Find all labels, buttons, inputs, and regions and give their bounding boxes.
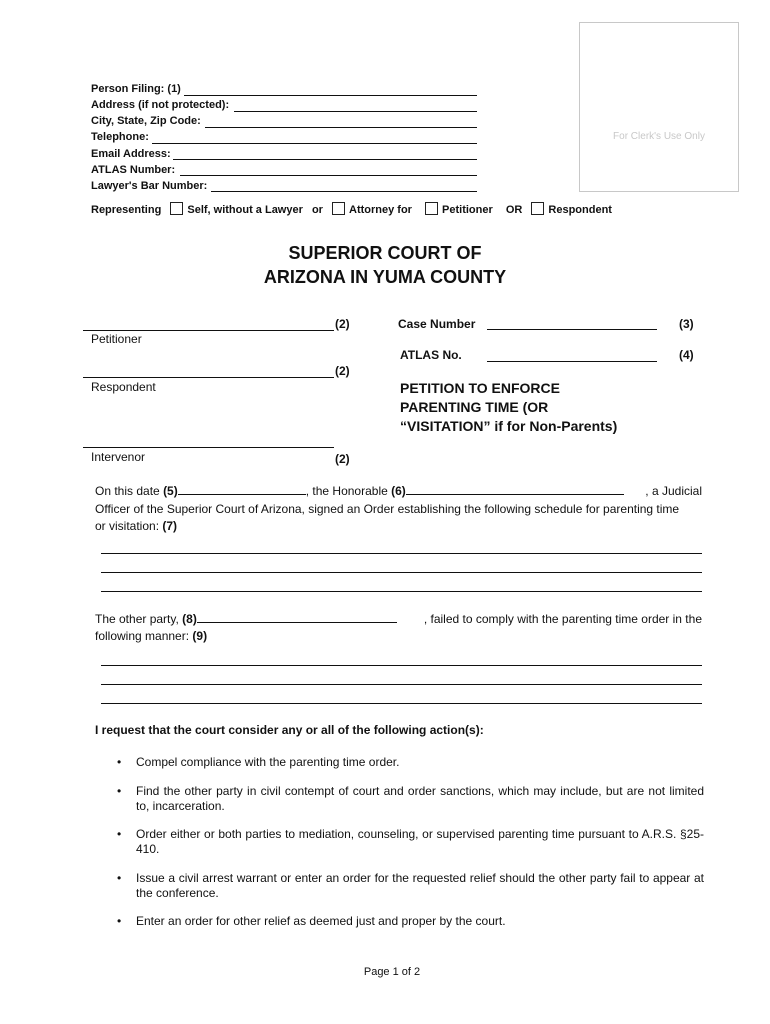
respondent-name-field[interactable] — [83, 377, 334, 378]
person-filing-label: Person Filing: (1) — [91, 83, 181, 95]
other-party-field[interactable] — [197, 622, 397, 623]
attorney-checkbox[interactable] — [332, 202, 345, 215]
atlas-no-field[interactable] — [487, 361, 657, 362]
clerk-use-box — [579, 22, 739, 192]
atlas-no-ref-num: (4) — [679, 348, 694, 362]
petitioner-option-label: Petitioner — [442, 204, 493, 216]
email-field[interactable] — [173, 159, 477, 160]
email-label: Email Address: — [91, 148, 171, 160]
atlas-number-label: ATLAS Number: — [91, 164, 176, 176]
atlas-number-field[interactable] — [180, 175, 477, 176]
failure-paragraph-line1: The other party, (8) , failed to comply with the parenting time order in the — [95, 612, 702, 626]
person-filing-field[interactable] — [184, 95, 477, 96]
failure-line-1[interactable] — [101, 665, 702, 666]
order-date-field[interactable] — [178, 494, 306, 495]
city-label: City, State, Zip Code: — [91, 115, 201, 127]
order-paragraph-line2: Officer of the Superior Court of Arizona, signed an Order establishing the following schedule for parenting time — [95, 502, 680, 516]
petition-title — [400, 379, 680, 436]
representing-row — [91, 202, 612, 216]
bullet-text: Issue a civil arrest warrant or enter an order for the requested relief should the other party fail to appear at the conference. — [136, 871, 704, 900]
bullet-text: Enter an order for other relief as deemed just and proper by the court. — [136, 914, 506, 928]
intervenor-name-field[interactable] — [83, 447, 334, 448]
judge-name-field[interactable] — [406, 494, 624, 495]
bullet-text: Compel compliance with the parenting time order. — [136, 755, 400, 769]
atlas-no-label: ATLAS No. — [400, 348, 462, 362]
case-number-label: Case Number — [398, 317, 476, 331]
intervenor-ref-num: (2) — [335, 452, 350, 466]
telephone-field[interactable] — [152, 143, 477, 144]
respondent-checkbox[interactable] — [531, 202, 544, 215]
page-number: Page 1 of 2 — [363, 966, 421, 978]
court-title-line1: SUPERIOR COURT OF — [288, 243, 482, 263]
city-field[interactable] — [205, 127, 477, 128]
petitioner-checkbox[interactable] — [425, 202, 438, 215]
attorney-option-label: Attorney for — [349, 204, 412, 216]
order-paragraph-line1: On this date (5) , the Honorable (6) , a Judicial — [95, 484, 702, 498]
petition-title-line1: PETITION TO ENFORCE — [400, 380, 560, 396]
case-number-field[interactable] — [487, 329, 657, 330]
schedule-line-3[interactable] — [101, 591, 702, 592]
petition-title-line2: PARENTING TIME (OR — [400, 399, 549, 415]
telephone-label: Telephone: — [91, 131, 149, 143]
or-text-2: OR — [505, 204, 523, 216]
address-label: Address (if not protected): — [91, 99, 230, 111]
bullet-icon: • — [117, 784, 122, 798]
failure-line-2[interactable] — [101, 684, 702, 685]
bar-number-label: Lawyer's Bar Number: — [91, 180, 208, 192]
schedule-line-2[interactable] — [101, 572, 702, 573]
bullet-icon: • — [117, 871, 122, 885]
bar-number-field[interactable] — [211, 191, 477, 192]
clerk-use-label: For Clerk's Use Only — [613, 131, 705, 142]
respondent-option-label: Respondent — [548, 204, 612, 216]
schedule-line-1[interactable] — [101, 553, 702, 554]
self-checkbox[interactable] — [170, 202, 183, 215]
intervenor-label: Intervenor — [91, 450, 146, 464]
court-title-line2: ARIZONA IN YUMA COUNTY — [263, 267, 507, 287]
self-option-label: Self, without a Lawyer — [187, 204, 303, 216]
or-text: or — [311, 204, 323, 216]
failure-line-3[interactable] — [101, 703, 702, 704]
address-field[interactable] — [234, 111, 477, 112]
bullet-text: Find the other party in civil contempt of court and order sanctions, which may include, but are not limited to, incarceration. — [136, 784, 704, 813]
bullet-icon: • — [117, 914, 122, 928]
bullet-text: Order either or both parties to mediation, counseling, or supervised parenting time pursuant to A.R.S. §25-410. — [136, 827, 704, 856]
order-paragraph-line3: or visitation: (7) — [95, 519, 178, 533]
respondent-label: Respondent — [91, 380, 156, 394]
case-number-ref-num: (3) — [679, 317, 694, 331]
petitioner-name-field[interactable] — [83, 330, 334, 331]
petitioner-ref-num: (2) — [335, 317, 350, 331]
failure-paragraph-line2: following manner: (9) — [95, 629, 208, 643]
petition-title-line3: “VISITATION” if for Non-Parents) — [400, 418, 618, 434]
bullet-icon: • — [117, 755, 122, 769]
request-heading: I request that the court consider any or all of the following action(s): — [95, 723, 484, 737]
petitioner-label: Petitioner — [91, 332, 142, 346]
bullet-icon: • — [117, 827, 122, 841]
representing-label: Representing — [91, 204, 162, 216]
respondent-ref-num: (2) — [335, 364, 350, 378]
